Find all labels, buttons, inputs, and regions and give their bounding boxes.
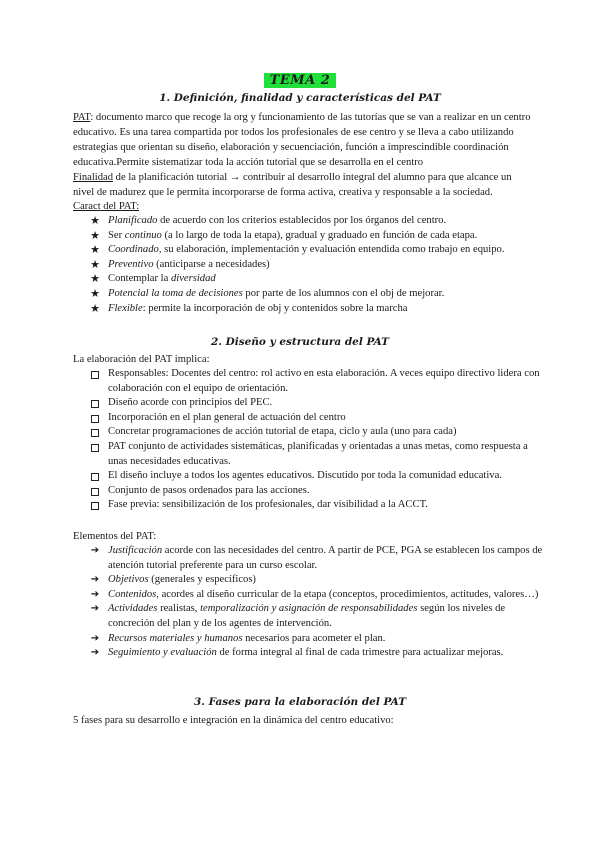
list-item: ★ Contemplar la diversidad (108, 272, 548, 287)
finalidad-term: Finalidad (73, 172, 114, 183)
phases-intro: 5 fases para su desarrollo e integración en la dinámica del centro educativo: (73, 715, 394, 726)
section-1-heading: 1. Definición, finalidad y características del PAT (159, 92, 441, 104)
pat-definition-text: : documento marco que recoge la org y funcionamiento de las tutorías que se van a realizar en un centro educativo. Es una tarea compartida por todos los profesionales de ese centro y se lleva a cabo utilizando estrategias que orientan su diseño, elaboración y secuenciación, función a imprescindible coordinación educativa.Permite sistematizar toda la acción tutorial que se desarrolla en el centro (73, 112, 531, 168)
star-icon: ★ (90, 244, 100, 257)
checkbox-icon (91, 415, 99, 423)
list-item: Conjunto de pasos ordenados para las acciones. (108, 484, 548, 499)
arrow-right-icon: ➔ (90, 545, 100, 556)
list-item: PAT conjunto de actividades sistemáticas, planificadas y orientadas a unas metas, como respuesta a unas necesidades educativas. (108, 440, 548, 469)
list-item: ★ Planificado de acuerdo con los criterios establecidos por los órganos del centro. (108, 214, 548, 229)
checkbox-icon (91, 473, 99, 481)
section-3-heading: 3. Fases para la elaboración del PAT (193, 696, 407, 708)
list-item: Diseño acorde con principios del PEC. (108, 396, 548, 411)
star-icon: ★ (90, 229, 100, 242)
checkbox-icon (91, 429, 99, 437)
star-icon: ★ (90, 302, 100, 315)
list-item: El diseño incluye a todos los agentes educativos. Discutido por toda la comunidad educativa. (108, 469, 548, 484)
finalidad-text: de la planificación tutorial → contribuir al desarrollo integral del alumno para que alcance un nivel de madurez que le permita incorporarse de forma activa, creativa y responsable a la sociedad. (73, 172, 512, 198)
caract-heading: Caract del PAT: (73, 201, 140, 212)
arrow-right-icon: ➔ (90, 647, 100, 659)
list-item: ➔ Objetivos (generales y específicos) (108, 573, 548, 588)
list-item: ➔ Contenidos, acordes al diseño curricular de la etapa (conceptos, procedimientos, actitudes, valores…) (108, 588, 548, 603)
checkbox-icon (91, 488, 99, 496)
list-item: ➔ Actividades realistas, temporalización y asignación de responsabilidades según los niveles de concreción del plan y de los agentes de intervención. (108, 602, 548, 631)
list-item: ★ Potencial la toma de decisiones por parte de los alumnos con el obj de mejorar. (108, 287, 548, 302)
elaboration-list (108, 367, 548, 513)
checkbox-icon (91, 502, 99, 510)
list-item: ➔ Seguimiento y evaluación de forma integral al final de cada trimestre para actualizar mejoras. (108, 646, 548, 661)
checkbox-icon (91, 371, 99, 379)
list-item: ★ Flexible: permite la incorporación de obj y contenidos sobre la marcha (108, 302, 548, 317)
pat-definition (73, 110, 533, 170)
star-icon: ★ (90, 273, 100, 286)
list-item: ★ Coordinado, su elaboración, implementación y evaluación entendida como trabajo en equipo. (108, 243, 548, 258)
list-item: Fase previa: sensibilización de los profesionales, dar visibilidad a la ACCT. (108, 498, 548, 513)
elaboration-intro: La elaboración del PAT implica: (73, 354, 210, 365)
characteristics-list (90, 214, 548, 316)
page-title-wrap (0, 71, 600, 89)
list-item: ➔ Recursos materiales y humanos necesarios para acometer el plan. (108, 632, 548, 647)
arrow-right-icon: ➔ (90, 588, 100, 600)
arrow-right-icon: ➔ (90, 632, 100, 644)
pat-term: PAT (73, 112, 91, 123)
checkbox-icon (91, 400, 99, 408)
list-item: Incorporación en el plan general de actuación del centro (108, 411, 548, 426)
elements-intro: Elementos del PAT: (73, 531, 157, 542)
list-item: Responsables: Docentes del centro: rol activo en esta elaboración. A veces equipo directivo lidera con colaboración con el equipo de orientación. (108, 367, 548, 396)
list-item: ★ Ser continuo (a lo largo de toda la etapa), gradual y graduado en función de cada etapa. (108, 229, 548, 244)
elements-list (90, 544, 548, 661)
section-2-heading: 2. Diseño y estructura del PAT (210, 336, 389, 348)
checkbox-icon (91, 444, 99, 452)
list-item: ★ Preventivo (anticiparse a necesidades) (108, 258, 548, 273)
star-icon: ★ (90, 215, 100, 227)
star-icon: ★ (90, 287, 100, 300)
finalidad-paragraph (73, 170, 533, 200)
star-icon: ★ (90, 258, 100, 271)
page-title: TEMA 2 (264, 73, 337, 88)
list-item: ➔ Justificación acorde con las necesidades del centro. A partir de PCE, PGA se establecen los campos de atención tutorial preferente para un curso escolar. (108, 544, 548, 573)
arrow-right-icon: ➔ (90, 603, 100, 615)
list-item: Concretar programaciones de acción tutorial de etapa, ciclo y aula (uno para cada) (108, 425, 548, 440)
arrow-right-icon: ➔ (90, 574, 100, 586)
